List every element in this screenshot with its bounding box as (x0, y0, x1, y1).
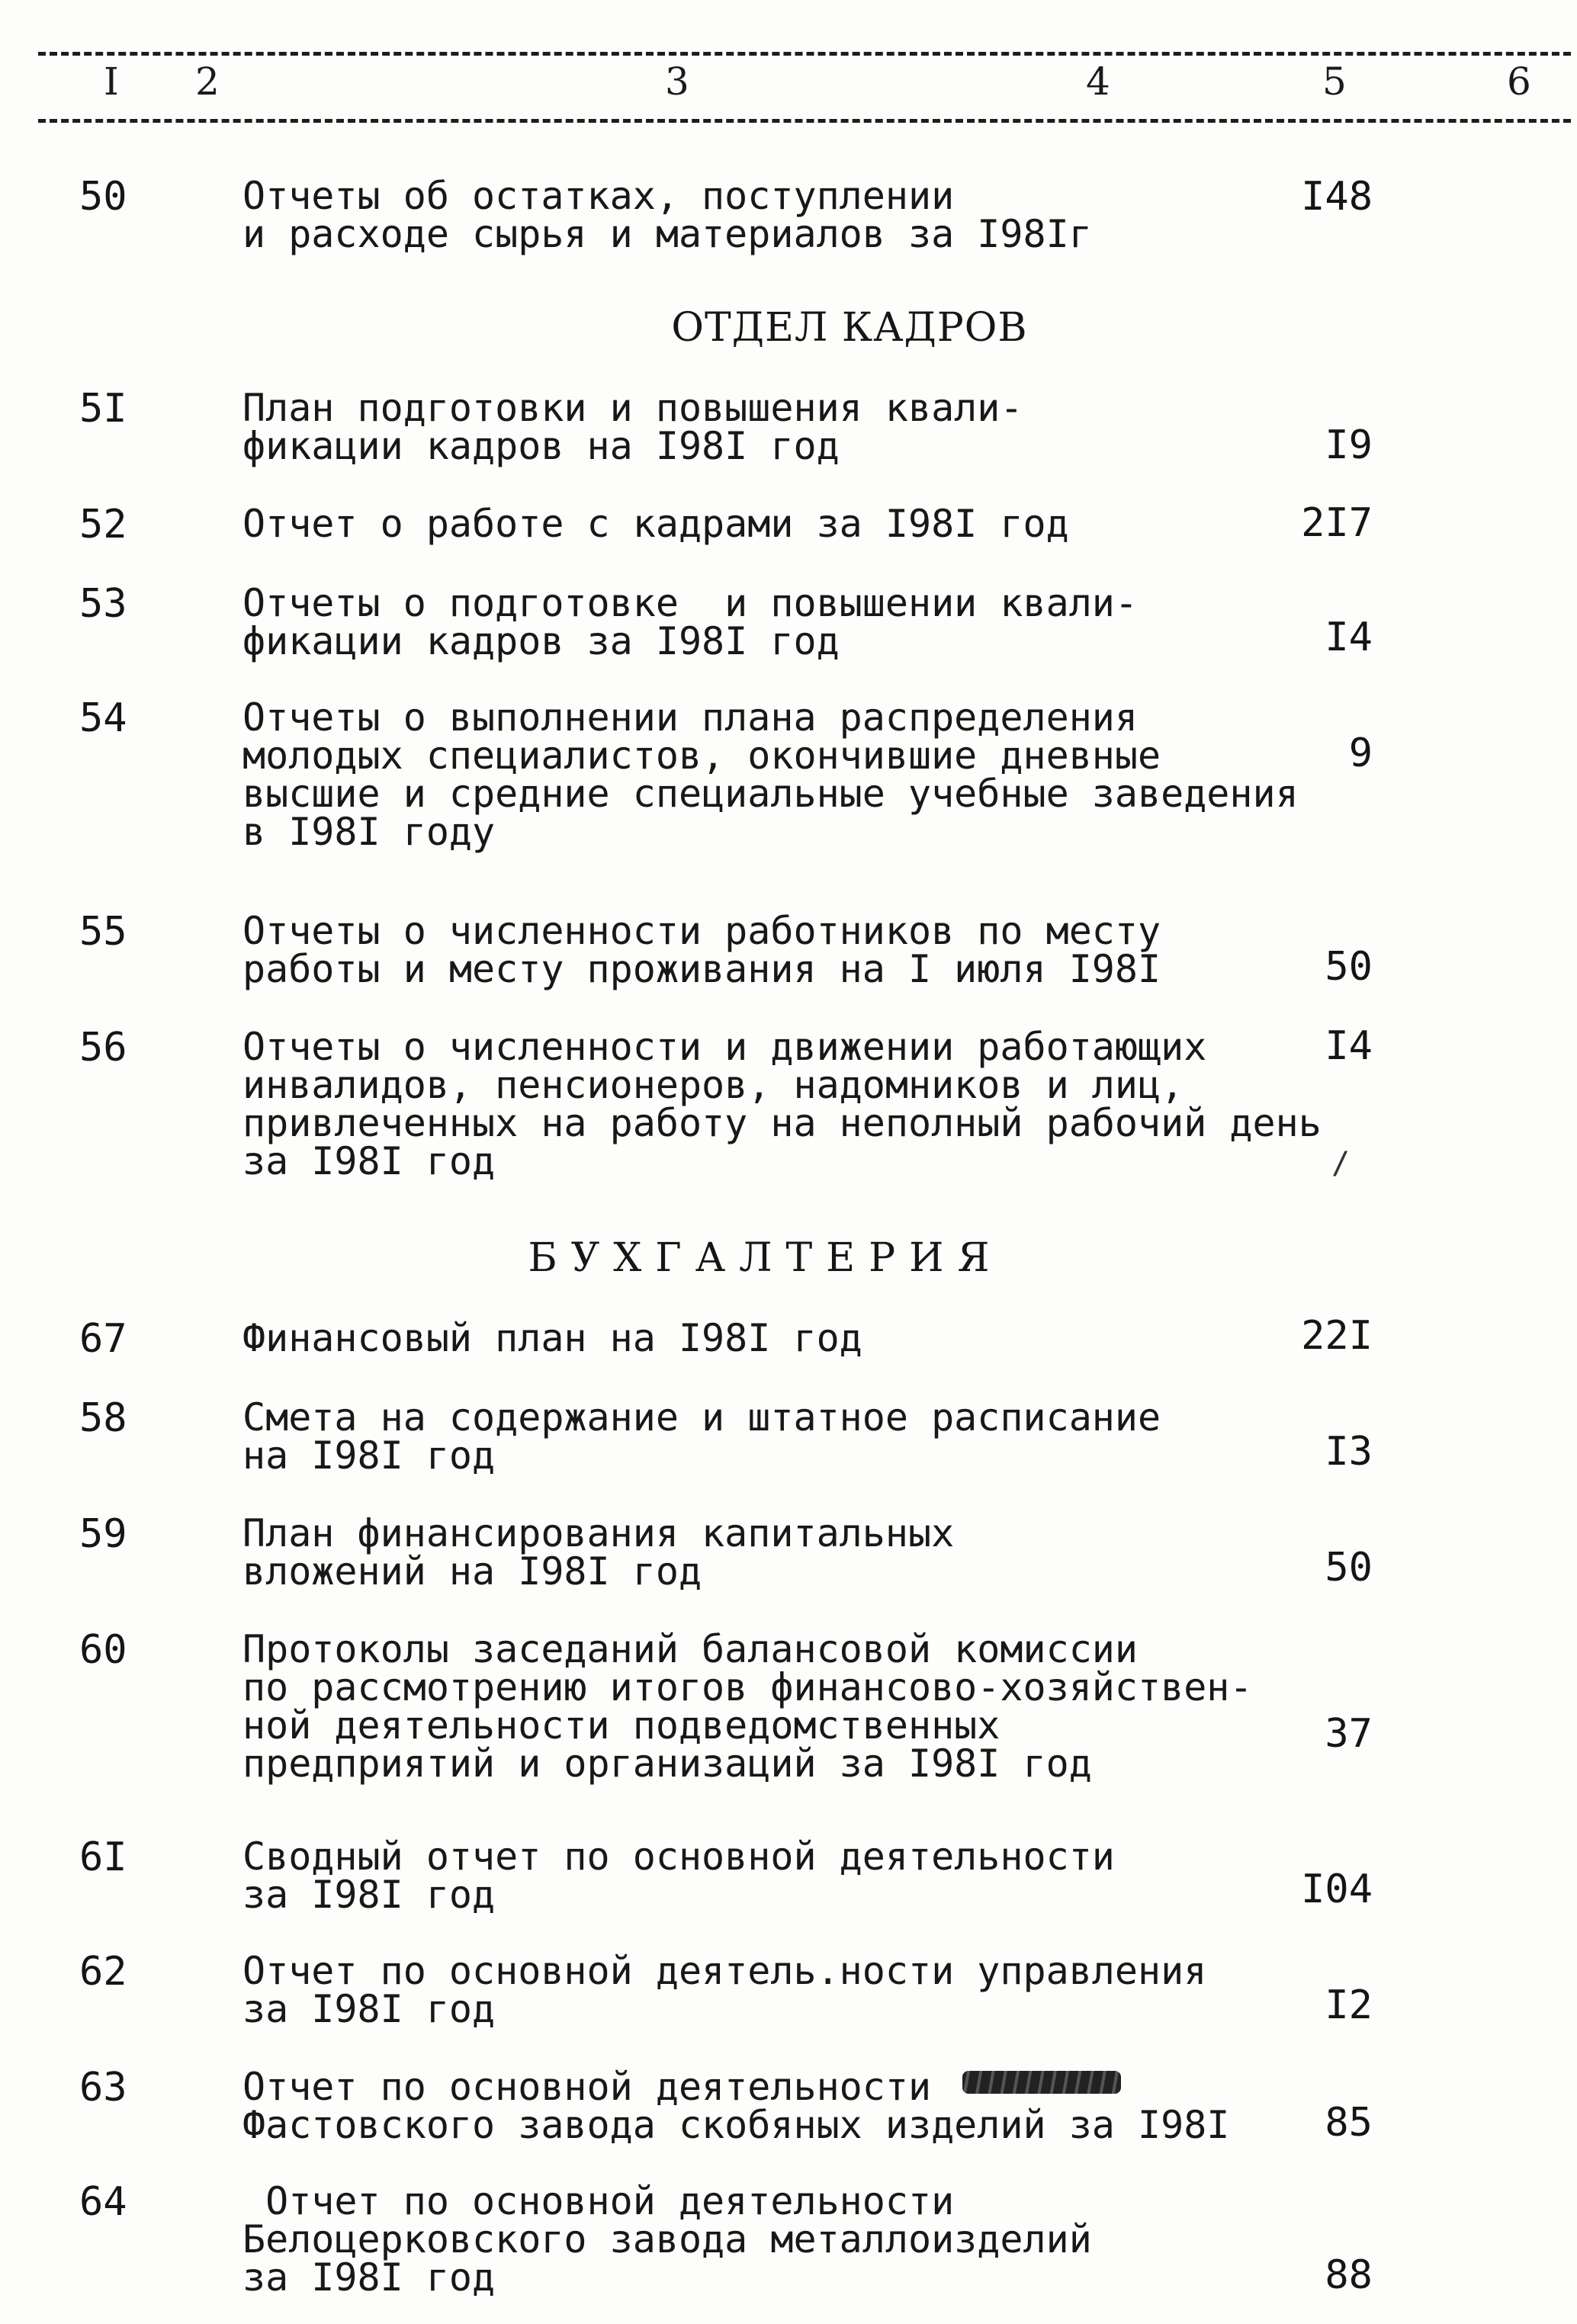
pencil-slash-mark: / (1331, 1146, 1351, 1181)
section-heading-accounting: БУХГАЛТЕРИЯ (528, 1235, 1004, 1281)
entry-title: Смета на содержание и штатное расписание на I98I год (242, 1395, 1161, 1478)
entry-number: 60 (79, 1627, 127, 1673)
column-number-6: 6 (1507, 59, 1531, 104)
section-heading-personnel: ОТДЕЛ КАДРОВ (671, 305, 1028, 351)
entry-title: Отчет по основной деятельности Фастовского завода скобяных изделий за I98I (242, 2065, 1230, 2147)
entry-title: Финансовый план на I98I год (242, 1316, 862, 1360)
entry-title: Отчеты о подготовке и повышении квали- фикации кадров за I98I год (242, 581, 1138, 663)
entry-sheet-count: I4 (1325, 1023, 1373, 1069)
column-number-2: 2 (195, 59, 220, 104)
entry-number: 67 (79, 1316, 127, 1362)
entry-number: 54 (79, 695, 127, 741)
entry-number: 55 (79, 909, 127, 955)
column-number-5: 5 (1322, 59, 1347, 104)
entry-sheet-count: 88 (1325, 2252, 1373, 2298)
entry-sheet-count: I48 (1301, 174, 1373, 220)
entry-number: 63 (79, 2065, 127, 2111)
column-number-4: 4 (1086, 59, 1110, 104)
entry-sheet-count: 85 (1325, 2100, 1373, 2146)
entry-title: Отчеты о численности и движении работающих инвалидов, пенсионеров, надомников и лиц, привлеченных на работу на неполный рабочий день за I98I год (242, 1025, 1322, 1183)
entry-number: 53 (79, 581, 127, 627)
entry-title: Сводный отчет по основной деятельности за I98I год (242, 1834, 1115, 1917)
entry-sheet-count: 9 (1348, 730, 1373, 776)
entry-title: Отчеты о выполнении плана распределения молодых специалистов, окончившие дневные высшие и средние специальные учебные заведения в I98I году (242, 695, 1299, 854)
entry-title: Отчеты о численности работников по месту работы и месту проживания на I июля I98I (242, 909, 1161, 991)
entry-sheet-count: I3 (1325, 1429, 1373, 1475)
entry-number: 6I (79, 1834, 127, 1880)
entry-sheet-count: 2I7 (1301, 500, 1373, 546)
header-bottom-rule (38, 119, 1571, 123)
entry-number: 64 (79, 2179, 127, 2225)
entry-title: План финансирования капитальных вложений на I98I год (242, 1511, 955, 1594)
entry-title: Протоколы заседаний балансовой комиссии по рассмотрению итогов финансово-хозяйствен- ной деятельности подведомственных предприятий и организаций за I98I год (242, 1627, 1253, 1786)
entry-title: Отчеты об остатках, поступлении и расходе сырья и материалов за I98Iг (242, 174, 1092, 256)
entry-number: 52 (79, 502, 127, 547)
entry-title: Отчет о работе с кадрами за I98I год (242, 502, 1069, 546)
crossed-out-word (962, 2071, 1121, 2094)
entry-number: 50 (79, 174, 127, 220)
entry-sheet-count: 37 (1325, 1711, 1373, 1757)
entry-sheet-count: I4 (1325, 615, 1373, 660)
entry-title: План подготовки и повышения квали- фикации кадров на I98I год (242, 386, 1023, 468)
entry-sheet-count: I04 (1301, 1867, 1373, 1912)
column-number-1: I (104, 59, 119, 104)
entry-sheet-count: 50 (1325, 944, 1373, 990)
column-number-3: 3 (665, 59, 689, 104)
entry-number: 58 (79, 1395, 127, 1441)
entry-number: 62 (79, 1949, 127, 1995)
entry-title: Отчет по основной деятельности Белоцерковского завода металлоизделий за I98I год (242, 2179, 1092, 2300)
entry-number: 56 (79, 1025, 127, 1071)
entry-number: 59 (79, 1511, 127, 1557)
entry-number: 5I (79, 386, 127, 432)
entry-sheet-count: I9 (1325, 422, 1373, 468)
entry-sheet-count: 50 (1325, 1545, 1373, 1591)
entry-sheet-count: 22I (1301, 1313, 1373, 1359)
entry-sheet-count: I2 (1325, 1982, 1373, 2028)
entry-title: Отчет по основной деятель.ности управления за I98I год (242, 1949, 1207, 2031)
